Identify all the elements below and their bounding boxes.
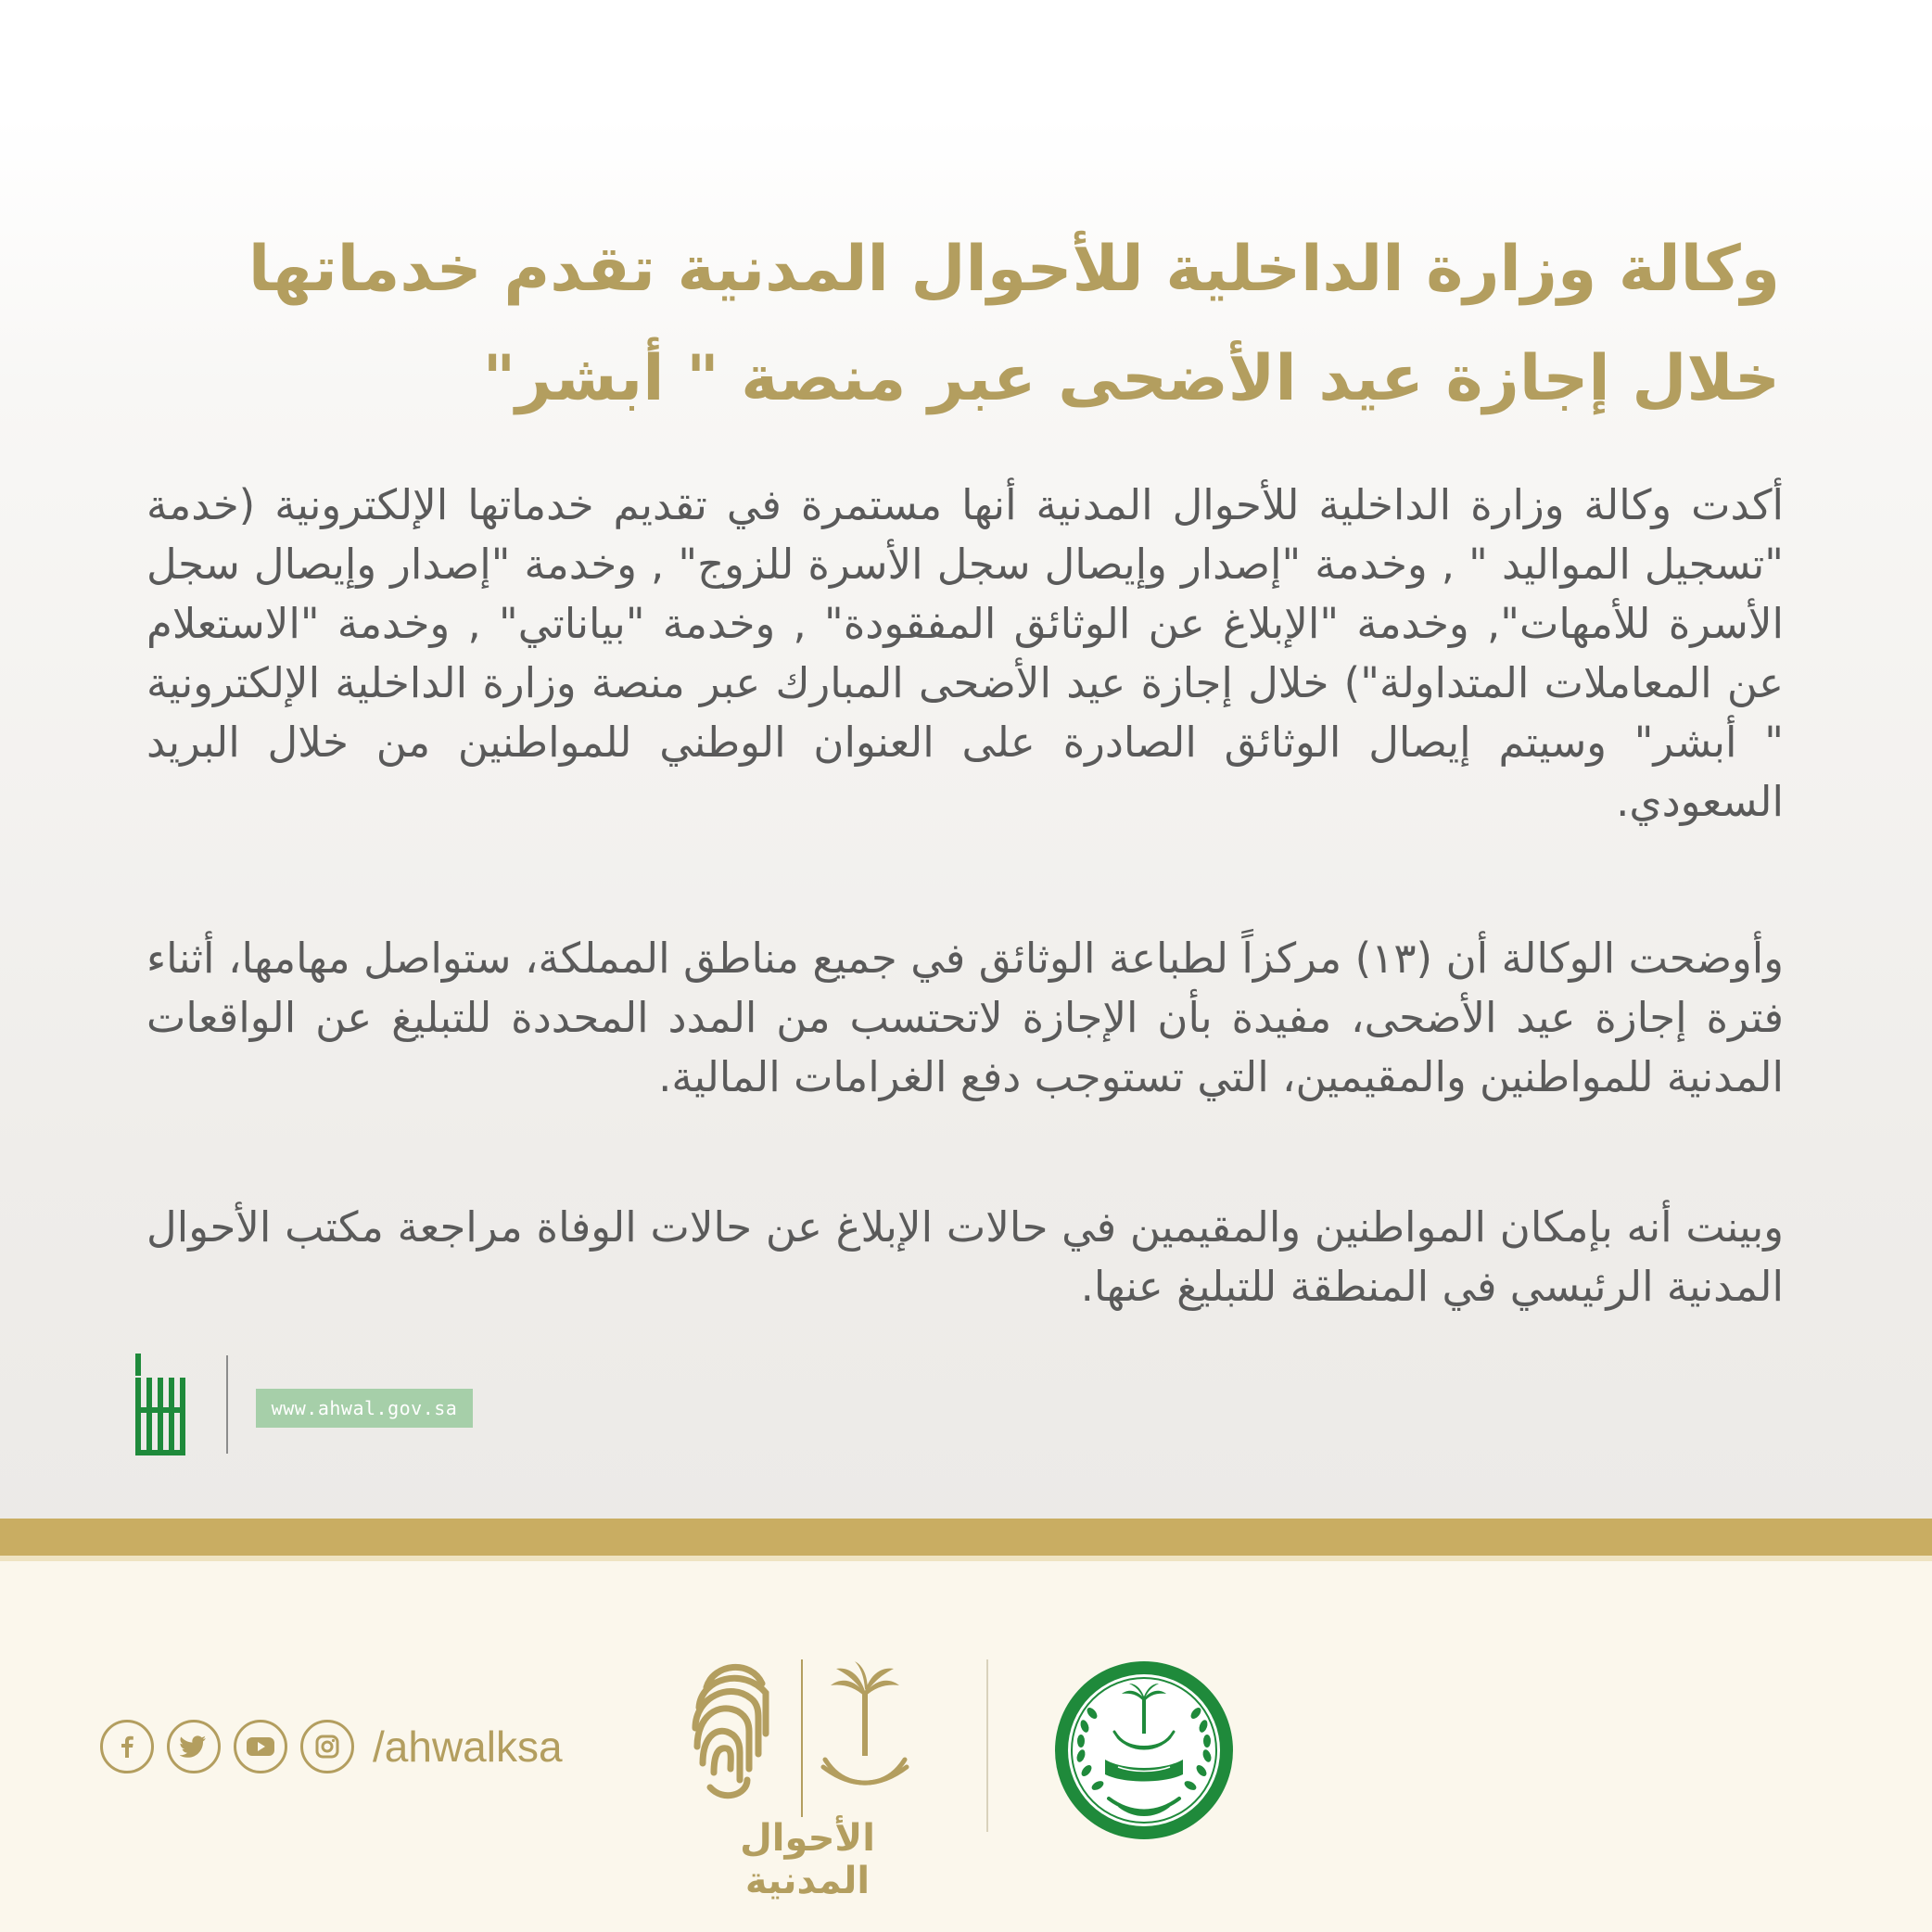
website-link[interactable]: www.ahwal.gov.sa: [256, 1389, 473, 1428]
civil-affairs-logo-text: الأحوال المدنية: [740, 1817, 875, 1902]
footer-divider: [986, 1659, 988, 1832]
ministry-of-interior-emblem: [1053, 1659, 1235, 1841]
branding-divider: [226, 1355, 228, 1454]
headline: [111, 215, 1780, 434]
social-links: [100, 1717, 563, 1776]
social-handle[interactable]: /ahwalksa: [373, 1722, 563, 1771]
civil-affairs-logo: [686, 1650, 929, 1817]
twitter-icon[interactable]: [167, 1720, 221, 1773]
body-paragraph-1: أكدت وكالة وزارة الداخلية للأحوال المدنية أنها مستمرة في تقديم خدماتها الإلكترونية (خدمة "تسجيل المواليد " , وخدمة "إصدار وإيصال سجل الأسرة للزوج" , وخدمة "إصدار وإيصال سجل الأسرة للأمهات", وخدمة "الإبلاغ عن الوثائق المفقودة" , وخدمة "بياناتي" , وخدمة "الاستعلام عن المعاملات المتداولة") خلال إجازة عيد الأضحى المبارك عبر منصة وزارة الداخلية الإلكترونية " أبشر" وسيتم إيصال الوثائق الصادرة على العنوان الوطني للمواطنين من خلال البريد السعودي.: [146, 480, 1784, 826]
gold-band: [0, 1519, 1932, 1556]
headline-line-1: وكالة وزارة الداخلية للأحوال المدنية تقدم خدماتها: [248, 233, 1780, 306]
headline-line-2: خلال إجازة عيد الأضحى عبر منصة " أبشر": [482, 342, 1780, 415]
body-paragraph-2: وأوضحت الوكالة أن (١٣) مركزاً لطباعة الوثائق في جميع مناطق المملكة، ستواصل مهامها، أثناء فترة إجازة عيد الأضحى، مفيدة بأن الإجازة لاتحتسب من المدد المحددة للتبليغ عن الواقعات المدنية للمواطنين والمقيمين، التي تستوجب دفع الغرامات المالية.: [146, 934, 1784, 1101]
instagram-icon[interactable]: [300, 1720, 354, 1773]
absher-logo: [133, 1354, 189, 1455]
facebook-icon[interactable]: [100, 1720, 154, 1773]
youtube-icon[interactable]: [234, 1720, 287, 1773]
body-paragraph-3: وبينت أنه بإمكان المواطنين والمقيمين في حالات الإبلاغ عن حالات الوفاة مراجعة مكتب الأحوال المدنية الرئيسي في المنطقة للتبليغ عنها.: [146, 1202, 1784, 1311]
